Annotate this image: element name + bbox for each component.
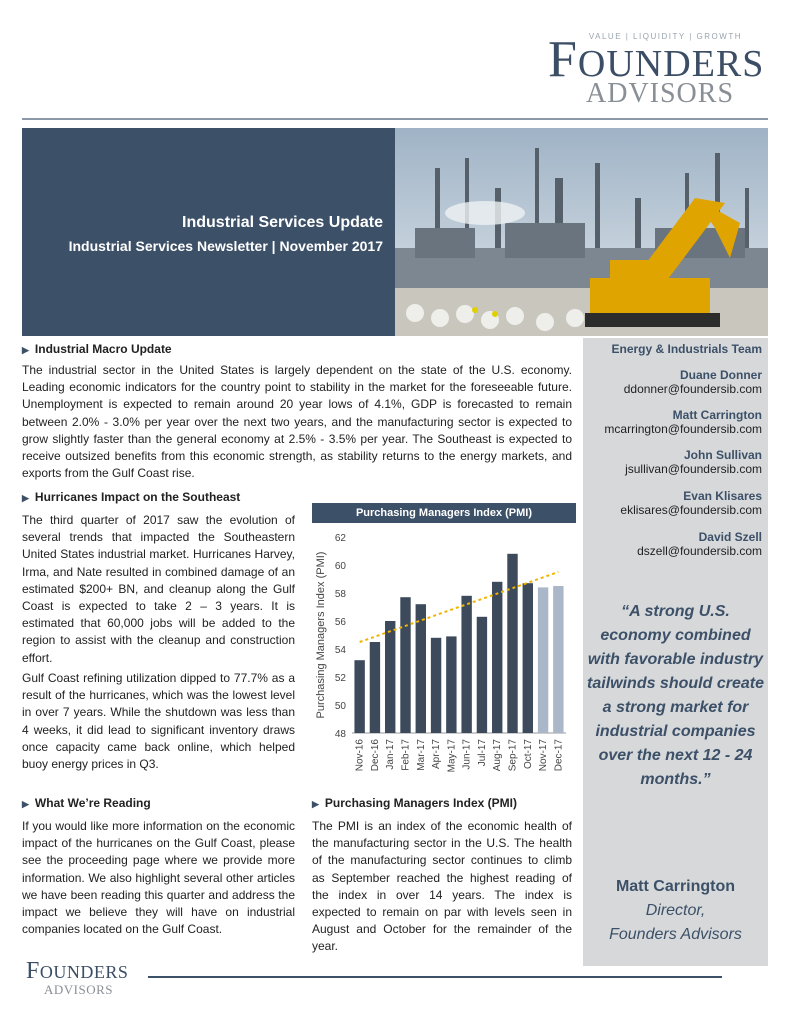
reading-body: If you would like more information on the economic impact of the hurricanes on the Gulf Coast, please see the proceeding page where we provide more information. We also highlight several other articles we have been reading this quarter and address the impact we believe they will have on industrial companies located on the Gulf Coast. <box>22 819 295 937</box>
x-tick-label: Jan-17 <box>385 739 397 770</box>
y-tick-label: 52 <box>334 673 346 684</box>
y-tick-label: 62 <box>334 533 346 544</box>
bullet-triangle-icon: ▶ <box>22 799 29 809</box>
y-axis-label: Purchasing Managers Index (PMI) <box>315 551 327 719</box>
x-tick-label: Nov-17 <box>538 739 550 772</box>
quote-author-org: Founders Advisors <box>609 926 742 943</box>
contact-email[interactable]: jsullivan@foundersib.com <box>625 462 762 476</box>
chart-bar <box>354 660 364 733</box>
y-tick-label: 50 <box>334 701 346 712</box>
contact-card <box>582 408 762 436</box>
bullet-triangle-icon: ▶ <box>312 799 319 809</box>
bullet-triangle-icon: ▶ <box>22 345 29 355</box>
logo-name: FOUNDERS <box>548 31 765 88</box>
section-heading-pmi: ▶ Purchasing Managers Index (PMI) <box>312 796 517 810</box>
macro-body: The industrial sector in the United States is largely dependent on the state of the U.S. economy. Leading economic indicators for the country point to stability in the market for the foreseeable future. Unemployment is expected to remain around 20 year lows of 4.1%, GDP is forecasted to remain between 2.0% - 3.0% per year over the next two years, and the manufacturing sector is expected to grow slightly faster than the general economy at 2.5% - 3.5% per year. The Southeast is expected to receive outsized benefits from this economic strength, as stability returns to the energy markets, and exports from the Gulf Coast rise. <box>22 363 572 481</box>
contact-name: Evan Klisares <box>683 489 762 503</box>
contact-name: Duane Donner <box>679 368 762 382</box>
banner-subtitle: Industrial Services Newsletter | November 2017 <box>68 238 383 254</box>
pmi-chart <box>312 523 576 785</box>
logo-sub: ADVISORS <box>586 78 735 109</box>
contact-card <box>582 530 762 558</box>
contact-email[interactable]: dszell@foundersib.com <box>637 544 762 558</box>
section-heading-hurricanes: ▶ Hurricanes Impact on the Southeast <box>22 490 241 504</box>
contact-email[interactable]: eklisares@foundersib.com <box>620 503 762 517</box>
x-tick-label: Mar-17 <box>415 739 427 771</box>
chart-bar <box>492 582 502 733</box>
contact-name: David Szell <box>698 530 762 544</box>
quote-author: Matt Carrington <box>615 878 736 895</box>
bullet-triangle-icon: ▶ <box>22 493 29 503</box>
footer-logo-name: FOUNDERS <box>26 958 129 984</box>
team-heading: Energy & Industrials Team <box>611 342 762 356</box>
y-tick-label: 56 <box>334 617 346 628</box>
footer-logo <box>22 958 142 998</box>
industrial-photo <box>395 128 768 336</box>
x-tick-label: Feb-17 <box>400 739 412 771</box>
y-tick-label: 58 <box>334 589 346 600</box>
sidebar <box>583 338 768 966</box>
header-divider <box>22 118 768 120</box>
x-tick-label: Nov-16 <box>354 739 366 772</box>
contact-card <box>582 448 762 476</box>
hurricanes-body-2: Gulf Coast refining utilization dipped to 77.7% as a result of the hurricanes, which was the lowest level in over 7 years. While the shutdown was less than 4 weeks, it did lead to significant inventory draws once capacity came back online, which helped buoy energy prices in Q3. <box>22 671 295 772</box>
contact-name: Matt Carrington <box>672 408 762 422</box>
x-tick-label: May-17 <box>446 739 458 773</box>
pmi-body: The PMI is an index of the economic health of the manufacturing sector in the U.S. The health of the manufacturing sector continues to climb as September reached the highest reading of the index in over 14 years. The index is expected to remain on par with levels seen in August and October for the remainder of the year. <box>312 819 572 954</box>
chart-bar <box>461 596 471 733</box>
contact-card <box>582 368 762 396</box>
x-tick-label: Jul-17 <box>476 739 488 767</box>
x-tick-label: Aug-17 <box>492 739 504 772</box>
chart-bar <box>477 617 487 733</box>
founders-advisors-logo <box>530 28 770 108</box>
banner-title: Industrial Services Update <box>182 214 383 231</box>
x-tick-label: Apr-17 <box>431 739 443 770</box>
contact-email[interactable]: mcarrington@foundersib.com <box>604 422 762 436</box>
y-tick-label: 54 <box>334 645 346 656</box>
section-heading-reading: ▶ What We’re Reading <box>22 796 151 810</box>
chart-title: Purchasing Managers Index (PMI) <box>312 503 576 523</box>
quote-author-role: Director, <box>645 902 706 919</box>
hurricanes-body-1: The third quarter of 2017 saw the evolution of several trends that impacted the Southeastern United States industrial market. Hurricanes Harvey, Irma, and Nate resulted in combined damage of an estimated $200+ BN, and cleanup along the Gulf Coast is expected to take 2 – 3 years. It is estimated that 60,000 jobs will be added to the region to assist with the cleanup and construction effort. <box>22 513 295 665</box>
footer-divider <box>148 976 722 978</box>
chart-bar <box>370 642 380 733</box>
y-tick-label: 48 <box>334 729 346 740</box>
x-tick-label: Dec-17 <box>553 739 565 772</box>
contact-email[interactable]: ddonner@foundersib.com <box>623 382 762 396</box>
contact-card <box>582 489 762 517</box>
pmi-chart-svg <box>312 523 576 785</box>
x-tick-label: Oct-17 <box>522 739 534 770</box>
y-tick-label: 60 <box>334 561 346 572</box>
chart-bar <box>523 583 533 733</box>
x-tick-label: Jun-17 <box>461 739 473 770</box>
contact-name: John Sullivan <box>683 448 762 462</box>
chart-bar <box>431 638 441 733</box>
logo-tagline: VALUE | LIQUIDITY | GROWTH <box>588 32 742 41</box>
chart-bar <box>416 604 426 733</box>
chart-bar <box>507 554 517 733</box>
section-heading-macro: ▶ Industrial Macro Update <box>22 342 172 356</box>
chart-bar <box>538 587 548 733</box>
banner <box>22 128 395 336</box>
pull-quote: “A strong U.S. economy combined with favorable industry tailwinds should create a strong market for industrial companies over the next 12 - 24 months.” <box>587 603 764 788</box>
chart-bar <box>400 597 410 733</box>
chart-bar <box>446 636 456 733</box>
x-tick-label: Dec-16 <box>369 739 381 772</box>
footer-logo-sub: ADVISORS <box>44 982 114 997</box>
x-tick-label: Sep-17 <box>507 739 519 772</box>
chart-bar <box>385 621 395 733</box>
chart-bar <box>553 586 563 733</box>
